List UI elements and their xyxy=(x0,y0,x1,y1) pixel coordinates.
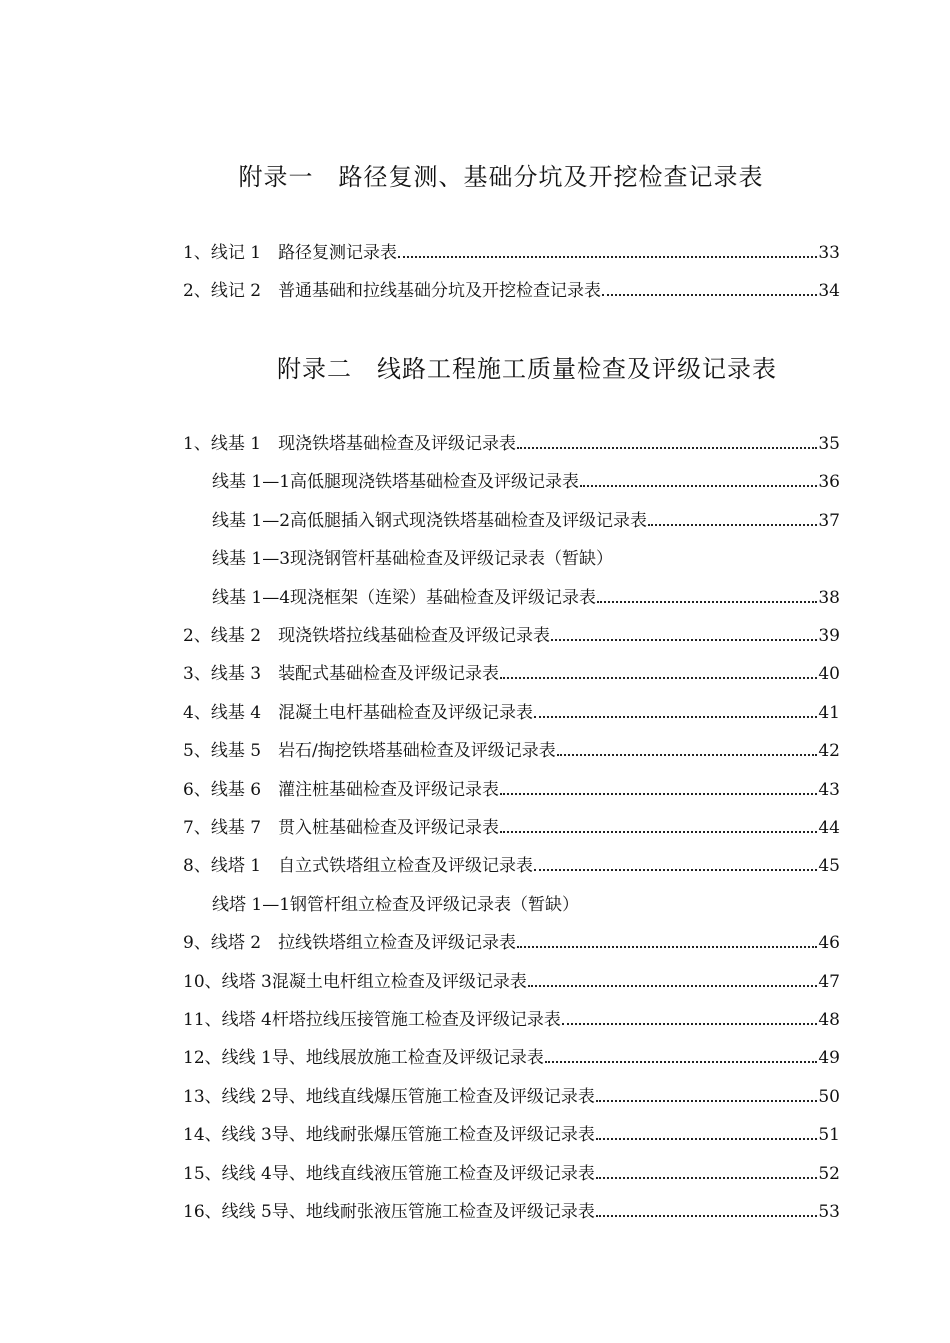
dot-leader xyxy=(500,831,817,833)
toc-entry-label: 16、 xyxy=(183,1202,222,1222)
toc-entry-label: 4、 xyxy=(183,702,211,723)
toc-page-number: 45 xyxy=(818,856,840,877)
toc-entry-code: 线塔 2 xyxy=(210,933,262,954)
dot-leader xyxy=(534,716,817,718)
toc-entry[interactable] xyxy=(183,663,840,685)
toc-entry[interactable] xyxy=(183,1047,840,1069)
toc-entry-code: 线基 1—2 xyxy=(212,510,291,531)
toc-entry-title: 高低腿插入钢式现浇铁塔基础检查及评级记录表 xyxy=(290,510,648,531)
toc-entry-code: 线基 1 xyxy=(210,434,262,454)
dot-leader xyxy=(551,639,817,641)
toc-page-number: 42 xyxy=(818,741,840,762)
toc-entry-label: 3、 xyxy=(183,664,211,685)
toc-entry[interactable] xyxy=(183,433,840,455)
dot-leader xyxy=(500,793,817,795)
toc-page-number: 46 xyxy=(818,933,840,954)
toc-entry-label: 1、 xyxy=(183,434,211,454)
toc-entry-title: 灌注桩基础检查及评级记录表 xyxy=(278,779,500,800)
dot-leader xyxy=(398,256,817,258)
dot-leader xyxy=(528,985,817,987)
toc-entry[interactable] xyxy=(183,1163,840,1185)
toc-entry-label: 14、 xyxy=(183,1125,222,1146)
toc-entry-code: 线基 3 xyxy=(210,664,262,685)
toc-entry-code: 线基 1—1 xyxy=(212,472,291,493)
toc-entry-label: 7、 xyxy=(183,818,211,838)
toc-entry-title: 导、地线展放施工检查及评级记录表 xyxy=(271,1048,544,1069)
toc-entry[interactable] xyxy=(183,740,840,762)
toc-entry-label: 13、 xyxy=(183,1086,222,1107)
toc-entry-title: 导、地线直线液压管施工检查及评级记录表 xyxy=(271,1163,595,1184)
toc-page-number: 49 xyxy=(818,1048,840,1069)
toc-entry-title: 杆塔拉线压接管施工检查及评级记录表 xyxy=(271,1010,561,1030)
toc-entry-label: 1、 xyxy=(183,243,211,263)
appendix1-title: 附录一 路径复测、基础分坑及开挖检查记录表 xyxy=(238,163,764,191)
toc-entry[interactable] xyxy=(212,894,579,916)
toc-page-number: 50 xyxy=(818,1086,840,1107)
toc-entry-title: 导、地线耐张爆压管施工检查及评级记录表 xyxy=(271,1125,595,1146)
toc-entry-code: 线基 4 xyxy=(210,702,262,723)
toc-page-number: 41 xyxy=(818,702,840,723)
dot-leader xyxy=(517,447,817,449)
toc-entry-title: 现浇铁塔拉线基础检查及评级记录表 xyxy=(278,626,551,646)
toc-entry-code: 线基 1—3 xyxy=(212,549,291,570)
toc-entry-code: 线塔 1—1 xyxy=(212,894,291,915)
toc-entry-label: 9、 xyxy=(183,933,211,954)
toc-entry[interactable] xyxy=(183,1201,840,1223)
dot-leader xyxy=(580,485,817,487)
toc-entry-code: 线基 6 xyxy=(210,779,262,800)
dot-leader xyxy=(602,294,817,296)
toc-entry-label: 10、 xyxy=(183,971,222,992)
toc-entry-title: 导、地线耐张液压管施工检查及评级记录表 xyxy=(271,1202,595,1222)
toc-entry-title: 混凝土电杆基础检查及评级记录表 xyxy=(278,702,534,723)
toc-page-number: 47 xyxy=(818,971,840,992)
toc-entry-code: 线基 1—4 xyxy=(212,587,291,608)
toc-page-number: 48 xyxy=(818,1010,840,1030)
toc-entry[interactable] xyxy=(212,548,613,570)
toc-entry-label: 2、 xyxy=(183,626,211,646)
toc-entry[interactable] xyxy=(183,779,840,801)
toc-entry-code: 线塔 1 xyxy=(210,856,262,877)
toc-entry[interactable] xyxy=(183,280,840,302)
toc-entry-label: 12、 xyxy=(183,1048,222,1069)
toc-page-number: 53 xyxy=(818,1202,840,1222)
dot-leader xyxy=(648,524,817,526)
toc-page-number: 40 xyxy=(818,664,840,685)
toc-entry-label: 15、 xyxy=(183,1163,222,1184)
toc-entry-label: 2、 xyxy=(183,281,211,301)
toc-entry-title: 现浇框架（连梁）基础检查及评级记录表 xyxy=(290,587,597,608)
toc-entry-label: 5、 xyxy=(183,741,211,762)
toc-entry-title: 导、地线直线爆压管施工检查及评级记录表 xyxy=(271,1086,595,1107)
appendix2-title: 附录二 线路工程施工质量检查及评级记录表 xyxy=(277,355,777,383)
toc-entry-code: 线塔 3 xyxy=(221,971,272,992)
toc-page-number: 35 xyxy=(818,434,840,454)
dot-leader xyxy=(557,754,818,756)
toc-page-number: 36 xyxy=(818,472,840,493)
toc-entry-title: 贯入桩基础检查及评级记录表 xyxy=(278,818,500,838)
toc-entry-code: 线记 1 xyxy=(210,243,262,263)
toc-entry-title: 装配式基础检查及评级记录表 xyxy=(278,664,500,685)
toc-entry-code: 线基 2 xyxy=(210,626,262,646)
toc-entry[interactable] xyxy=(183,971,840,993)
toc-entry-label: 6、 xyxy=(183,779,211,800)
toc-entry-title: 高低腿现浇铁塔基础检查及评级记录表 xyxy=(290,472,580,493)
toc-entry-code: 线基 7 xyxy=(210,818,262,838)
toc-entry-title: 混凝土电杆组立检查及评级记录表 xyxy=(271,971,527,992)
dot-leader xyxy=(597,601,817,603)
toc-entry-code: 线线 3 xyxy=(221,1125,272,1146)
dot-leader xyxy=(596,1100,817,1102)
toc-entry-title: 现浇钢管杆基础检查及评级记录表（暂缺） xyxy=(290,549,614,570)
dot-leader xyxy=(500,677,817,679)
toc-entry[interactable] xyxy=(183,1124,840,1146)
toc-entry-title: 岩石/掏挖铁塔基础检查及评级记录表 xyxy=(278,741,556,762)
toc-entry[interactable] xyxy=(183,1086,840,1108)
toc-entry[interactable] xyxy=(183,855,840,877)
toc-page-number: 34 xyxy=(818,281,840,301)
dot-leader xyxy=(596,1215,817,1217)
dot-leader xyxy=(596,1138,817,1140)
toc-entry-label: 11、 xyxy=(183,1010,222,1030)
toc-page-number: 43 xyxy=(818,779,840,800)
dot-leader xyxy=(517,946,817,948)
toc-entry-code: 线记 2 xyxy=(210,281,262,301)
dot-leader xyxy=(596,1177,817,1179)
toc-page-number: 52 xyxy=(818,1163,840,1184)
toc-page-number: 33 xyxy=(818,243,840,263)
toc-page-number: 38 xyxy=(818,587,840,608)
toc-entry[interactable] xyxy=(183,817,840,839)
toc-entry[interactable] xyxy=(183,932,840,954)
toc-entry[interactable] xyxy=(183,242,840,264)
toc-entry-title: 拉线铁塔组立检查及评级记录表 xyxy=(278,933,517,954)
dot-leader xyxy=(534,869,817,871)
toc-entry[interactable] xyxy=(183,702,840,724)
toc-entry-code: 线塔 4 xyxy=(221,1010,272,1030)
toc-entry-title: 普通基础和拉线基础分坑及开挖检查记录表 xyxy=(278,281,602,301)
toc-entry[interactable] xyxy=(183,625,840,647)
toc-entry-label: 8、 xyxy=(183,856,211,877)
toc-entry-title: 现浇铁塔基础检查及评级记录表 xyxy=(278,434,517,454)
toc-entry-code: 线线 1 xyxy=(221,1048,272,1069)
dot-leader xyxy=(545,1061,817,1063)
toc-entry-title: 路径复测记录表 xyxy=(278,243,398,263)
toc-entry-code: 线线 2 xyxy=(221,1086,272,1107)
toc-page-number: 39 xyxy=(818,626,840,646)
dot-leader xyxy=(562,1023,817,1025)
toc-page-number: 37 xyxy=(818,510,840,531)
toc-entry-code: 线基 5 xyxy=(210,741,262,762)
toc-entry[interactable] xyxy=(183,1009,840,1031)
toc-page-number: 51 xyxy=(818,1125,840,1146)
toc-entry[interactable] xyxy=(212,587,840,609)
toc-entry[interactable] xyxy=(212,510,840,532)
toc-page-number: 44 xyxy=(818,818,840,838)
toc-entry-title: 自立式铁塔组立检查及评级记录表 xyxy=(278,856,534,877)
toc-entry-code: 线线 5 xyxy=(221,1202,272,1222)
toc-entry-code: 线线 4 xyxy=(221,1163,272,1184)
toc-entry-title: 钢管杆组立检查及评级记录表（暂缺） xyxy=(290,894,580,915)
toc-entry[interactable] xyxy=(212,471,840,493)
